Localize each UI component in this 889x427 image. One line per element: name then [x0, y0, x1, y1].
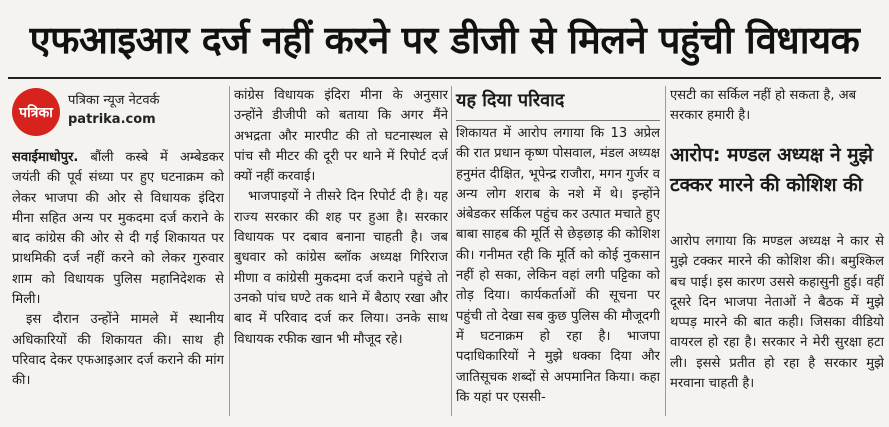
byline — [12, 86, 224, 138]
column-3 — [456, 124, 660, 420]
paragraph — [12, 148, 224, 310]
headline: एफआइआर दर्ज नहीं करने पर डीजी से मिलने पहुंची विधायक — [29, 18, 860, 62]
column-2 — [234, 86, 448, 422]
subhead-complaint: यह दिया परिवाद — [456, 86, 660, 121]
column-1 — [12, 148, 224, 418]
column-divider — [451, 86, 452, 416]
dateline: सवाईमाधोपुर. — [12, 150, 79, 165]
headline-rule — [8, 77, 881, 79]
column-4-continued: एसटी का सर्किल नहीं हो सकता है, अब सरकार हमारी है। — [670, 88, 857, 124]
paragraph: भाजपाइयों ने तीसरे दिन रिपोर्ट दी है। यह राज्य सरकार की शह पर हुआ है। सरकार विधायक पर दबाव बनाना चाहती है। जब बुधवार को कांग्रेस ब्लॉक अध्यक्ष गिरिराज मीणा व कांग्रेसी मुकदमा दर्ज कराने पहुंचे तो उनको पांच घण्टे तक थाने में बैठाए रखा और बाद में परिवाद दर्ज कर लिया। उनके साथ विधायक रफीक खान भी मौजूद रहे। — [234, 189, 448, 347]
paragraph: शिकायत में आरोप लगाया कि 13 अप्रेल की रात प्रधान कृष्ण पोसवाल, मंडल अध्यक्ष हनुमंत दीक्षित, भूपेन्द्र राजौरा, मगन गुर्जर व अन्य लोग शराब के नशे में थे। इन्होंने अंबेडकर सर्किल पहुंच कर उत्पात मचाते हुए बाबा साहब की मूर्ति से छेड़छाड़ की कोशिश की। गनीमत रही कि मूर्ति को कोई नुकसान नहीं हो सका, लेकिन वहां लगी पट्टिका को तोड़ दिया। कार्यकर्ताओं की सूचना पर पहुंची तो देखा सब कुछ पुलिस की मौजूदगी में घटनाक्रम हो रहा है। भाजपा पदाधिकारियों ने मुझे धक्का दिया और जातिसूचक शब्दों से अपमानित किया। कहा कि यहां पर एससी- — [456, 126, 660, 405]
agency-name: पत्रिका न्यूज नेटवर्क — [68, 93, 160, 108]
paragraph: कांग्रेस विधायक इंदिरा मीना के अनुसार उन्होंने डीजीपी को बताया कि अगर मैंने अभद्रता और मारपीट की तो घटनास्थल से पांच सौ मीटर की दूरी पर थाने में रिपोर्ट दर्ज क्यों नहीं करवाई। — [234, 88, 448, 185]
subhead-allegation: आरोप: मण्डल अध्यक्ष ने मुझे टक्कर मारने की कोशिश की — [670, 144, 873, 196]
column-4 — [670, 232, 884, 418]
paragraph: इस दौरान उन्होंने मामले में स्थानीय अधिकारियों की शिकायत की। साथ ही परिवाद देकर एफआइआर दर्ज कराने की मांग की। — [12, 312, 224, 389]
column-divider — [665, 86, 666, 416]
column-divider — [229, 86, 230, 416]
patrika-logo: पत्रिका — [12, 88, 60, 136]
paragraph-text: बौंली कस्बे में अम्बेडकर जयंती की पूर्व संध्या पर हुए घटनाक्रम को लेकर भाजपा की ओर से विधायक इंदिरा मीना सहित अन्य पर मुकदमा दर्ज कराने के बाद कांग्रेस की ओर से दी गई शिकायत पर प्राथमिकी दर्ज नहीं करने को लेकर गुरुवार शाम को विधायक पुलिस महानिदेशक से मिली। — [12, 150, 224, 308]
paragraph: आरोप लगाया कि मण्डल अध्यक्ष ने कार से मुझे टक्कर मारने की कोशिश की। बमुश्किल बच पाई। इस कारण उससे कहासुनी हुई। वहीं दूसरे दिन भाजपा नेताओं ने बैठक में मुझे थप्पड़ मारने की बात कही। जिसका वीडियो वायरल हो रहा है। सरकार ने मेरी सुरक्षा हटा ली। इससे प्रतीत हो रहा है सरकार मुझे मरवाना चाहती है। — [670, 234, 884, 392]
site-url: patrika.com — [68, 112, 156, 127]
